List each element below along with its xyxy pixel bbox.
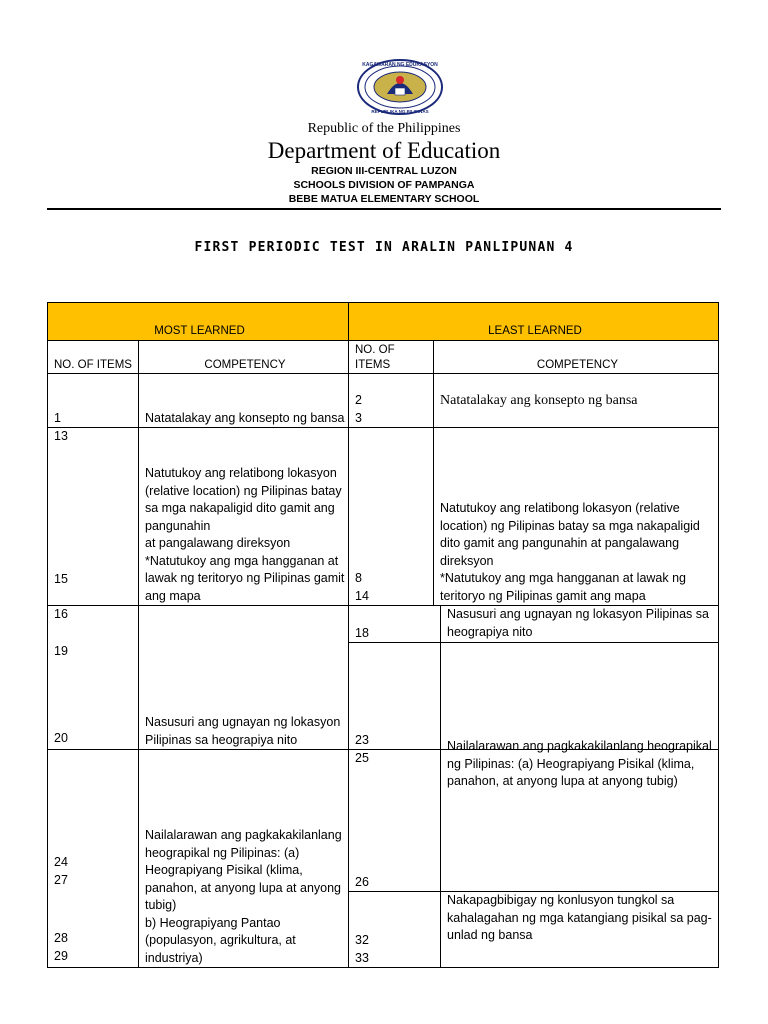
items-cell [349, 374, 434, 428]
item-number: 20 [54, 730, 68, 745]
items-cell [349, 428, 434, 606]
svg-text:REPUBLIKA NG PILIPINAS: REPUBLIKA NG PILIPINAS [371, 109, 429, 114]
competency-table [47, 302, 719, 968]
item-number: 1 [54, 410, 61, 425]
items-cell [349, 606, 441, 642]
competency-cell: Natatalakay ang konsepto ng bansa [139, 374, 349, 428]
item-number: 16 [54, 607, 68, 621]
item-number: 2 [355, 393, 362, 407]
least-learned-header: LEAST LEARNED [349, 303, 719, 341]
items-cell [48, 374, 139, 428]
item-number: 19 [54, 643, 68, 658]
competency-cell: Natatalakay ang konsepto ng bansa [434, 374, 719, 428]
item-number: 24 [54, 855, 68, 869]
region-label: REGION III-CENTRAL LUZON [311, 165, 457, 177]
item-number: 26 [355, 874, 369, 889]
item-number: 23 [355, 732, 369, 747]
items-cell [48, 428, 139, 606]
item-number: 13 [54, 429, 68, 443]
item-number: 15 [54, 571, 68, 586]
items-cell [48, 750, 139, 968]
item-number: 27 [54, 872, 68, 887]
header-divider [47, 208, 721, 210]
item-number: 29 [54, 948, 68, 963]
competency-cell: Nasusuri ang ugnayan ng lokasyon Pilipinas sa heograpiya nito [139, 606, 349, 750]
most-learned-header: MOST LEARNED [48, 303, 349, 341]
competency-cell: Nailalarawan ang pagkakakilanlang heograpikal ng Pilipinas: (a) Heograpiyang Pisikal (klima, panahon, at anyong lupa at anyong tubig) [447, 739, 712, 788]
competency-column-header: COMPETENCY [434, 341, 719, 374]
least-learned-subgroup [349, 739, 719, 968]
item-number: 8 [355, 571, 362, 585]
item-number: 18 [355, 625, 369, 640]
competency-cell-blank [441, 643, 718, 749]
school-label: BEBE MATUA ELEMENTARY SCHOOL [288, 193, 480, 205]
items-cell [48, 606, 139, 750]
deped-seal-logo [355, 58, 445, 116]
item-number: 33 [355, 950, 369, 965]
item-number: 14 [355, 588, 369, 603]
department-heading: Department of Education [267, 138, 501, 163]
least-learned-subgroup [349, 606, 719, 750]
test-title: FIRST PERIODIC TEST IN ARALIN PANLIPUNAN 4 [194, 240, 574, 255]
competency-column-header: COMPETENCY [139, 341, 349, 374]
svg-text:KAGAWARAN NG EDUKASYON: KAGAWARAN NG EDUKASYON [362, 62, 438, 68]
competency-cell: Natutukoy ang relatibong lokasyon (relative location) ng Pilipinas batay sa mga nakapaligid dito gamit ang pangunahin at pangalawang direksyon *Natutukoy ang mga hangganan at lawak ng teritoryo ng Pilipinas gamit ang mapa [139, 428, 349, 606]
division-label: SCHOOLS DIVISION OF PAMPANGA [293, 179, 475, 191]
item-number: 25 [355, 751, 369, 765]
item-number: 32 [355, 933, 369, 947]
items-cell [349, 750, 441, 891]
item-number: 28 [54, 931, 68, 945]
competency-cell: Nailalarawan ang pagkakakilanlang heograpikal ng Pilipinas: (a) Heograpiyang Pisikal (klima, panahon, at anyong lupa at anyong tubig) b) Heograpiyang Pantao (populasyon, agrikultura, at industriya) [139, 750, 349, 968]
competency-cell: Natutukoy ang relatibong lokasyon (relative location) ng Pilipinas batay sa mga nakapaligid dito gamit ang pangunahin at pangalawang direksyon *Natutukoy ang mga hangganan at lawak ng teritoryo ng Pilipinas gamit ang mapa [434, 428, 719, 606]
items-cell [349, 643, 441, 749]
competency-cell: Nakapagbibigay ng konlusyon tungkol sa kahalagahan ng mga katangiang pisikal sa pag- unlad ng bansa [447, 893, 712, 942]
item-number: 3 [355, 410, 362, 425]
items-column-header: NO. OF ITEMS [349, 341, 434, 374]
items-column-header: NO. OF ITEMS [48, 341, 139, 374]
republic-heading: Republic of the Philippines [307, 121, 461, 136]
items-cell [349, 892, 441, 967]
competency-cell: Nasusuri ang ugnayan ng lokasyon Pilipinas sa heograpiya nito [447, 607, 709, 639]
